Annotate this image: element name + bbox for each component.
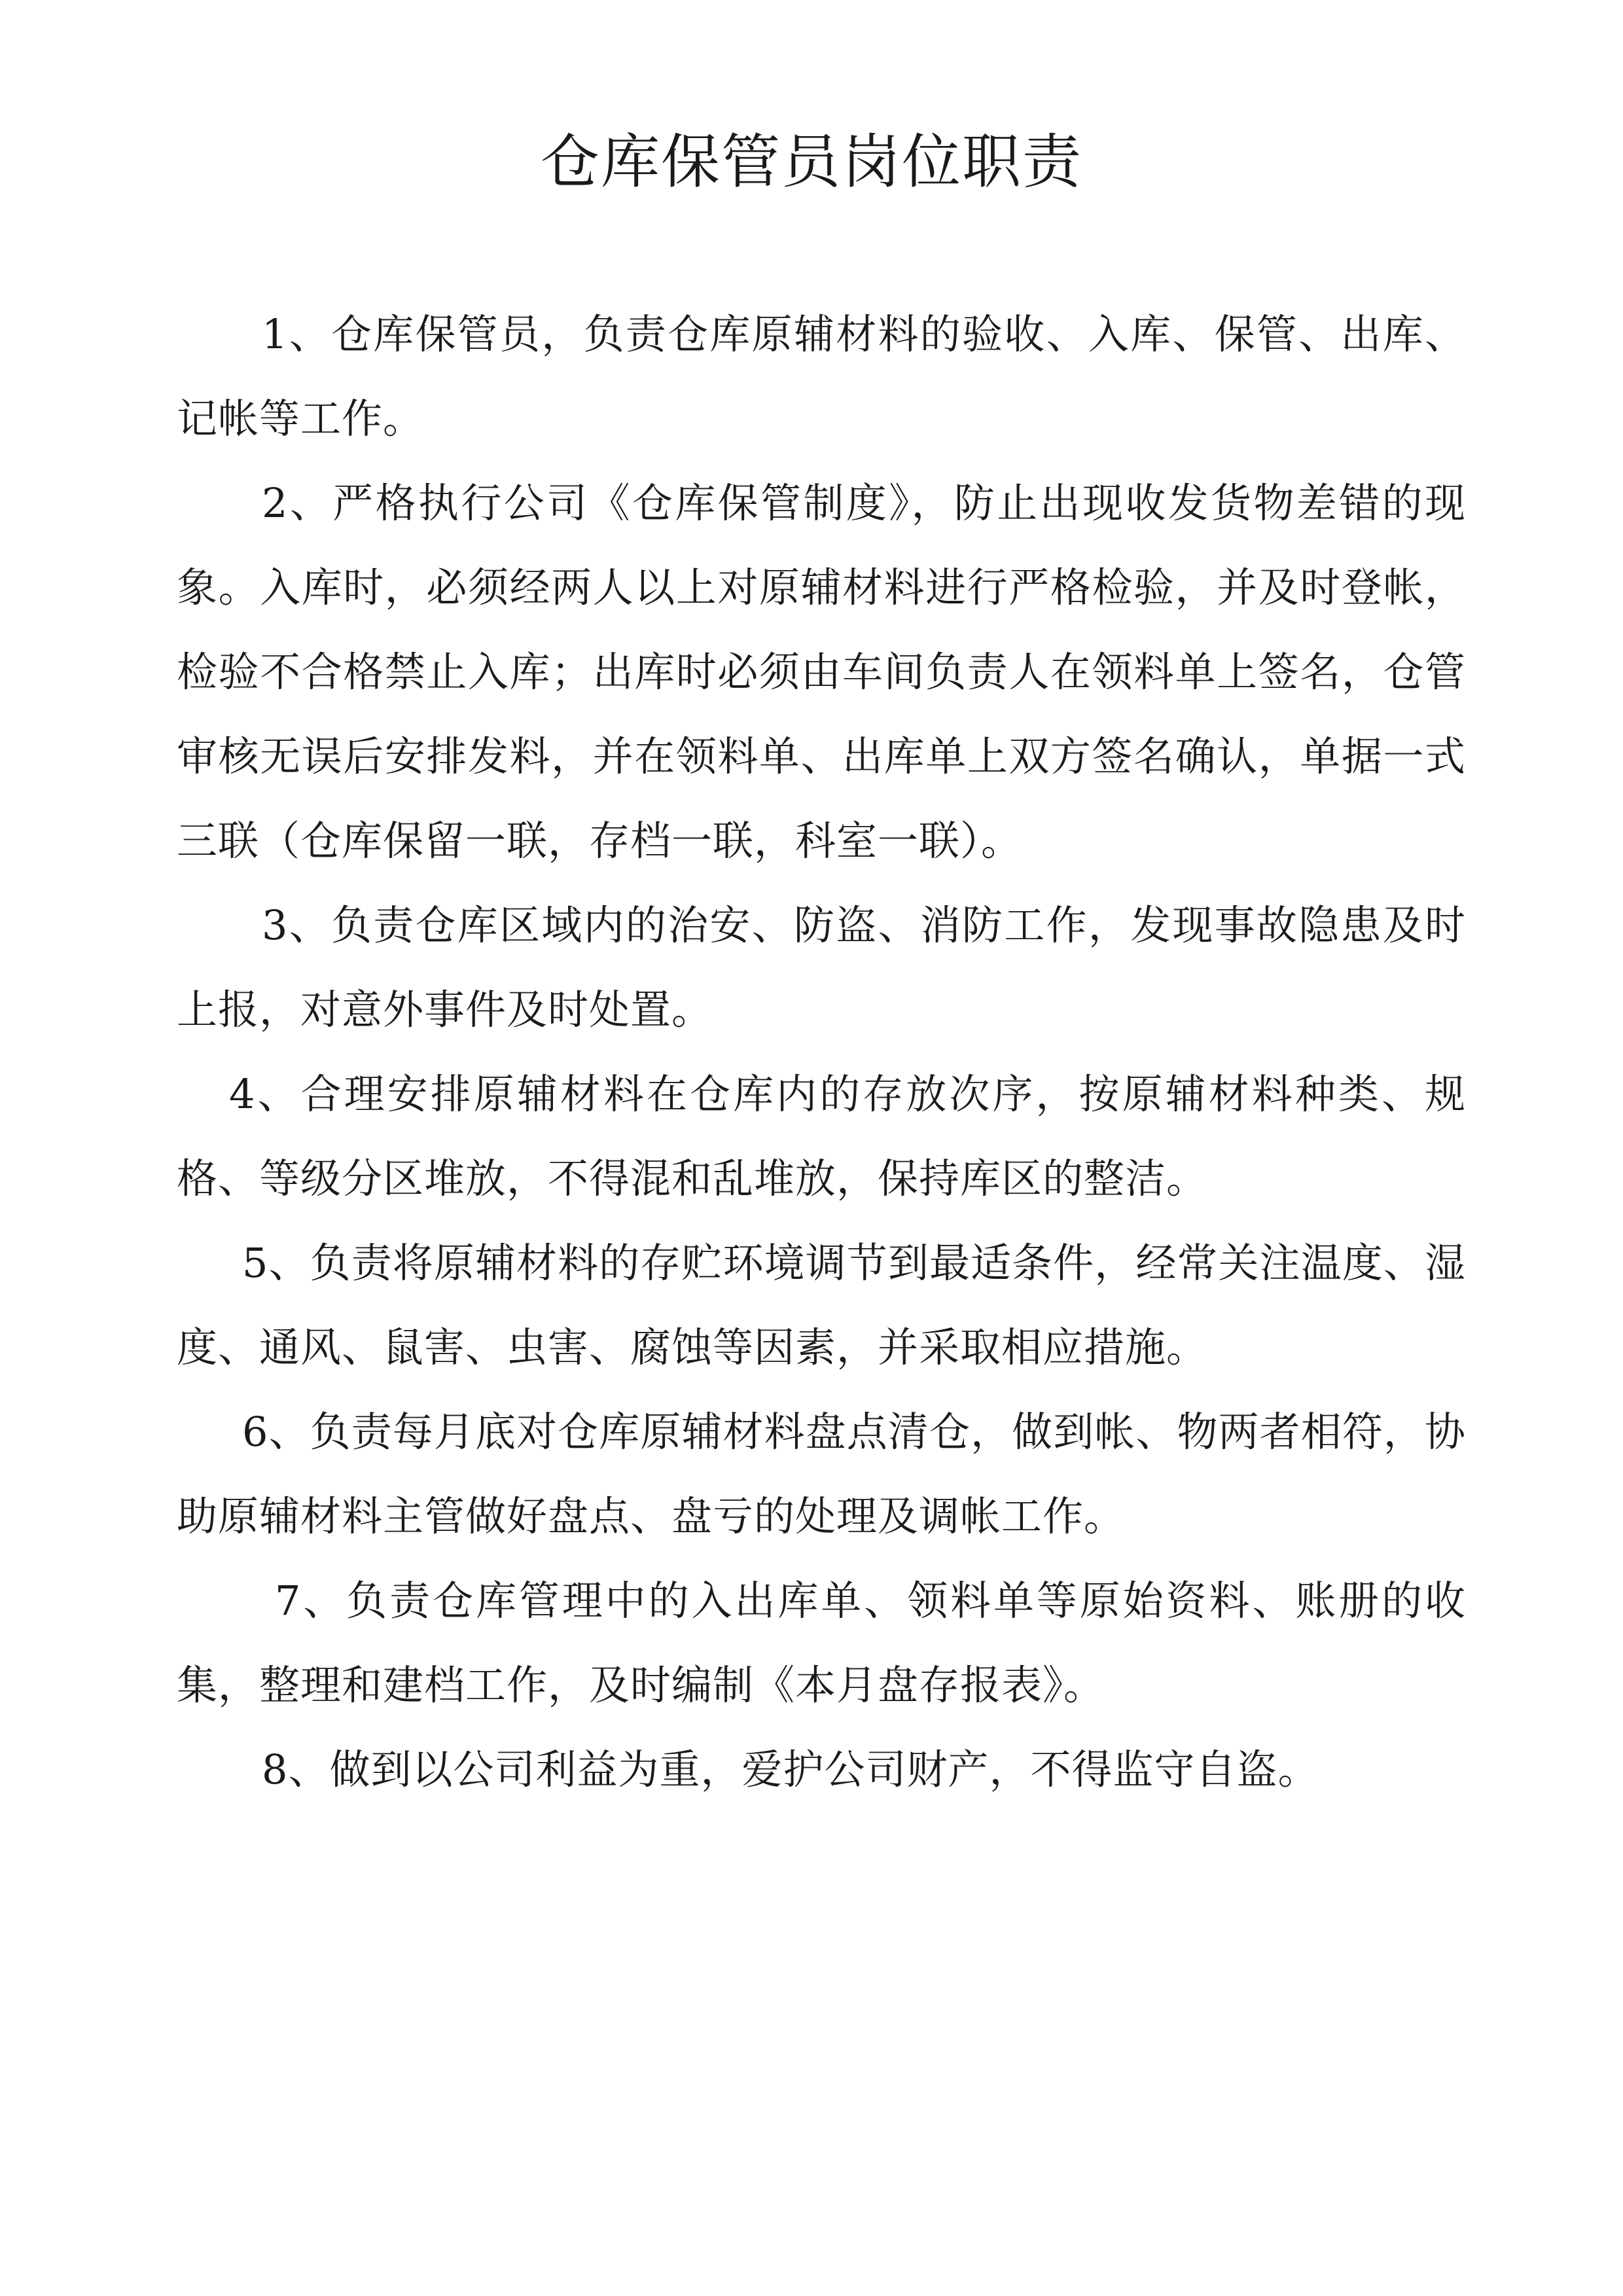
duty-paragraph-5: 5、负责将原辅材料的存贮环境调节到最适条件，经常关注温度、湿度、通风、鼠害、虫害、腐蚀等因素，并采取相应措施。 [177,1239,1466,1371]
duty-paragraph-1: 1、仓库保管员，负责仓库原辅材料的验收、入库、保管、出库、记帐等工作。 [177,310,1466,442]
document-body [177,292,1466,1812]
duty-paragraph-4: 4、合理安排原辅材料在仓库内的存放次序，按原辅材料种类、规格、等级分区堆放，不得混和乱堆放，保持库区的整洁。 [177,1070,1466,1202]
duty-paragraph-3: 3、负责仓库区域内的治安、防盗、消防工作，发现事故隐患及时上报，对意外事件及时处置。 [177,901,1466,1033]
duty-paragraph-8: 8、做到以公司利益为重，爱护公司财产，不得监守自盗。 [262,1746,1319,1793]
duty-paragraph-7: 7、负责仓库管理中的入出库单、领料单等原始资料、账册的收集，整理和建档工作，及时编制《本月盘存报表》。 [177,1577,1466,1709]
duty-paragraph-6: 6、负责每月底对仓库原辅材料盘点清仓，做到帐、物两者相符，协助原辅材料主管做好盘点、盘亏的处理及调帐工作。 [177,1408,1466,1540]
duty-paragraph-2: 2、严格执行公司《仓库保管制度》，防止出现收发货物差错的现象。入库时，必须经两人以上对原辅材料进行严格检验，并及时登帐，检验不合格禁止入库；出库时必须由车间负责人在领料单上签名，仓管审核无误后安排发料，并在领料单、出库单上双方签名确认，单据一式三联（仓库保留一联，存档一联，科室一联）。 [177,479,1466,865]
document-title: 仓库保管员岗位职责 [541,128,1082,196]
